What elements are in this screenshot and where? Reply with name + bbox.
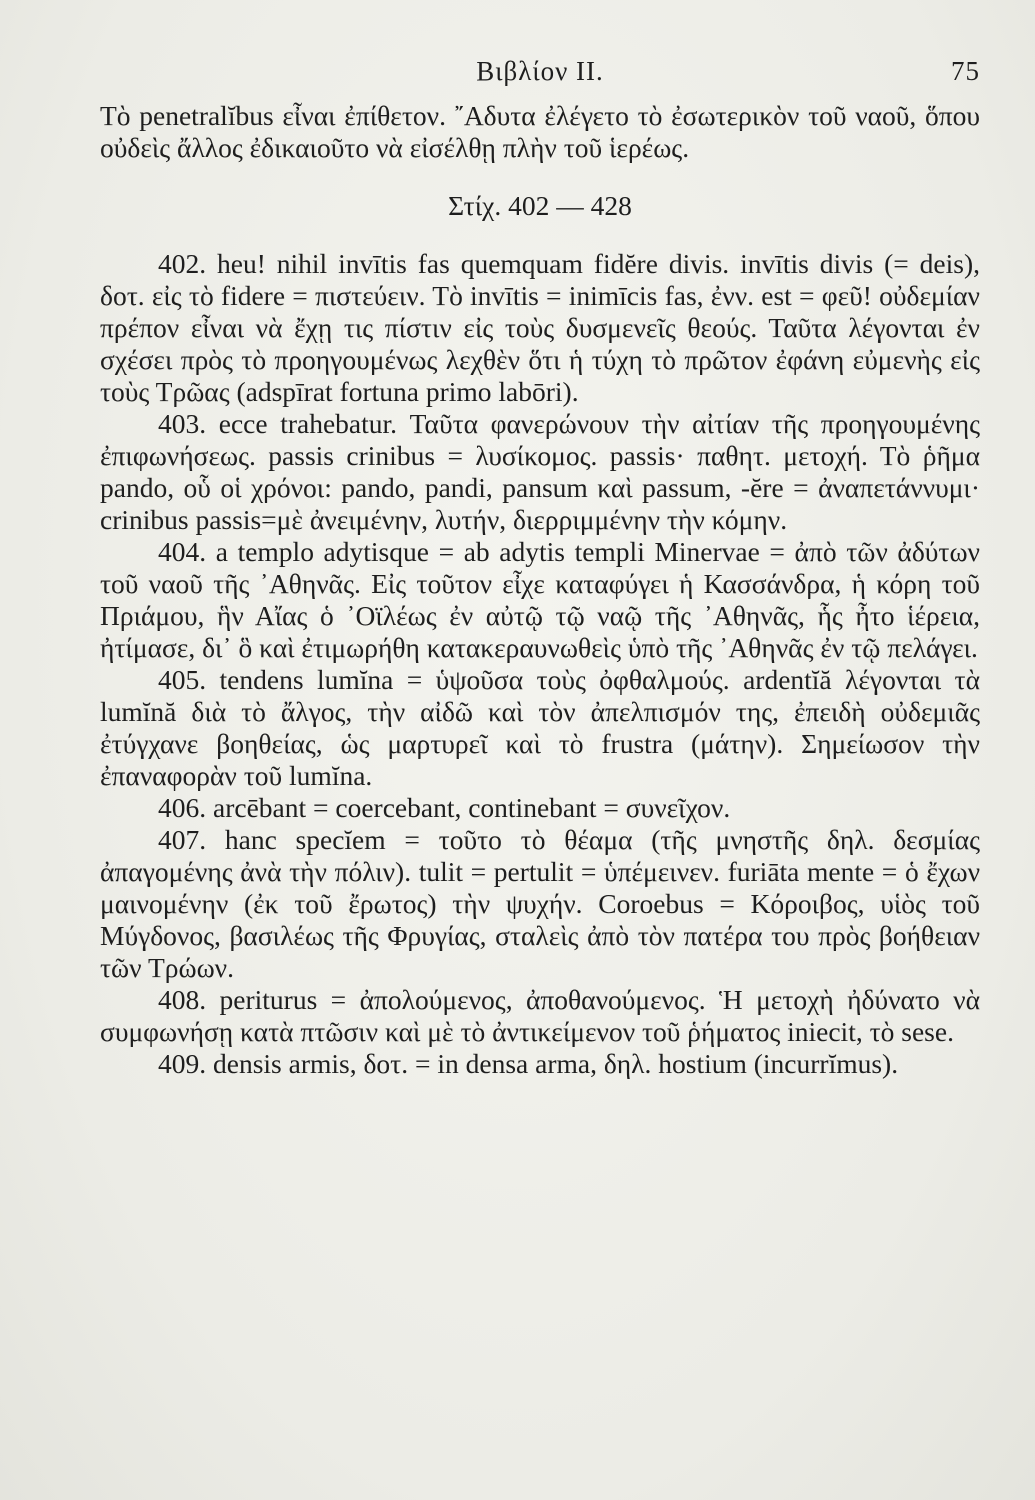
body-text	[100, 100, 980, 1080]
section-heading: Στίχ. 402 — 428	[448, 190, 632, 221]
note-405: 405. tendens lumĭna = ὑψοῦσα τοὺς ὀφθαλμούς. ardentĭă λέγονται τὰ lumĭnă διὰ τὸ ἄλγος, τὴν αἰδῶ καὶ τὸν ἀπελπισμόν της, ἐπειδὴ οὐδεμιᾶς ἐτύγχανε βοηθείας, ὡς μαρτυρεῖ καὶ τὸ frustra (μάτην). Σημείωσον τὴν ἐπαναφορὰν τοῦ lumĭna.	[100, 664, 980, 791]
note-408: 408. periturus = ἀπολούμενος, ἀποθανούμενος. Ἡ μετοχὴ ἠδύνατο νὰ συμφωνήσῃ κατὰ πτῶσιν καὶ μὲ τὸ ἀντικείμενον τοῦ ῥήματος iniecit, τὸ sese.	[100, 984, 980, 1047]
note-404: 404. a templo adytisque = ab adytis templi Minervae = ἀπὸ τῶν ἀδύτων τοῦ ναοῦ τῆς ᾿Αθηνᾶς. Εἰς τοῦτον εἶχε καταφύγει ἡ Κασσάνδρα, ἡ κόρη τοῦ Πριάμου, ἣν Αἴας ὁ ᾿Οϊλέως ἐν αὐτῷ τῷ ναῷ τῆς ᾿Αθηνᾶς, ἧς ἦτο ἱέρεια, ἠτίμασε, δι᾽ ὃ καὶ ἐτιμωρήθη κατακεραυνωθεὶς ὑπὸ τῆς ᾿Αθηνᾶς ἐν τῷ πελάγει.	[100, 536, 980, 663]
running-title: Βιβλίον II.	[476, 56, 604, 86]
page-number: 75	[951, 56, 980, 86]
note-406: 406. arcēbant = coercebant, continebant = συνεῖχον.	[158, 792, 731, 823]
paragraph-intro: Τὸ penetralĭbus εἶναι ἐπίθετον. ῎Αδυτα ἐλέγετο τὸ ἐσωτερικὸν τοῦ ναοῦ, ὅπου οὐδεὶς ἄλλος ἐδικαιοῦτο νὰ εἰσέλθῃ πλὴν τοῦ ἱερέως.	[100, 100, 980, 163]
running-header	[100, 56, 980, 92]
note-403: 403. ecce trahebatur. Ταῦτα φανερώνουν τὴν αἰτίαν τῆς προηγουμένης ἐπιφωνήσεως. passis crinibus = λυσίκομος. passis· παθητ. μετοχή. Τὸ ῥῆμα pando, οὗ οἱ χρόνοι: pando, pandi, pansum καὶ passum, -ĕre = ἀναπετάννυμι· crinibus passis=μὲ ἀνειμένην, λυτήν, διερριμμένην τὴν κόμην.	[100, 408, 980, 535]
note-402: 402. heu! nihil invītis fas quemquam fidĕre divis. invītis divis (= deis), δοτ. εἰς τὸ fidere = πιστεύειν. Τὸ invītis = inimīcis fas, ἐνν. est = φεῦ! οὐδεμίαν πρέπον εἶναι νὰ ἔχῃ τις πίστιν εἰς τοὺς δυσμενεῖς θεούς. Ταῦτα λέγονται ἐν σχέσει πρὸς τὸ προηγουμένως λεχθὲν ὅτι ἡ τύχη τὸ πρῶτον ἐφάνη εὐμενὴς εἰς τοὺς Τρῶας (adspīrat fortuna primo labōri).	[100, 248, 980, 407]
note-409: 409. densis armis, δοτ. = in densa arma, δηλ. hostium (incurrĭmus).	[158, 1048, 899, 1079]
note-407: 407. hanc specĭem = τοῦτο τὸ θέαμα (τῆς μνηστῆς δηλ. δεσμίας ἀπαγομένης ἀνὰ τὴν πόλιν). tulit = pertulit = ὑπέμεινεν. furiāta mente = ὁ ἔχων μαινομένην (ἐκ τοῦ ἔρωτος) τὴν ψυχήν. Coroebus = Κόροιβος, υἱὸς τοῦ Μύγδονος, βασιλέως τῆς Φρυγίας, σταλεὶς ἀπὸ τὸν πατέρα του πρὸς βοήθειαν τῶν Τρώων.	[100, 824, 980, 983]
